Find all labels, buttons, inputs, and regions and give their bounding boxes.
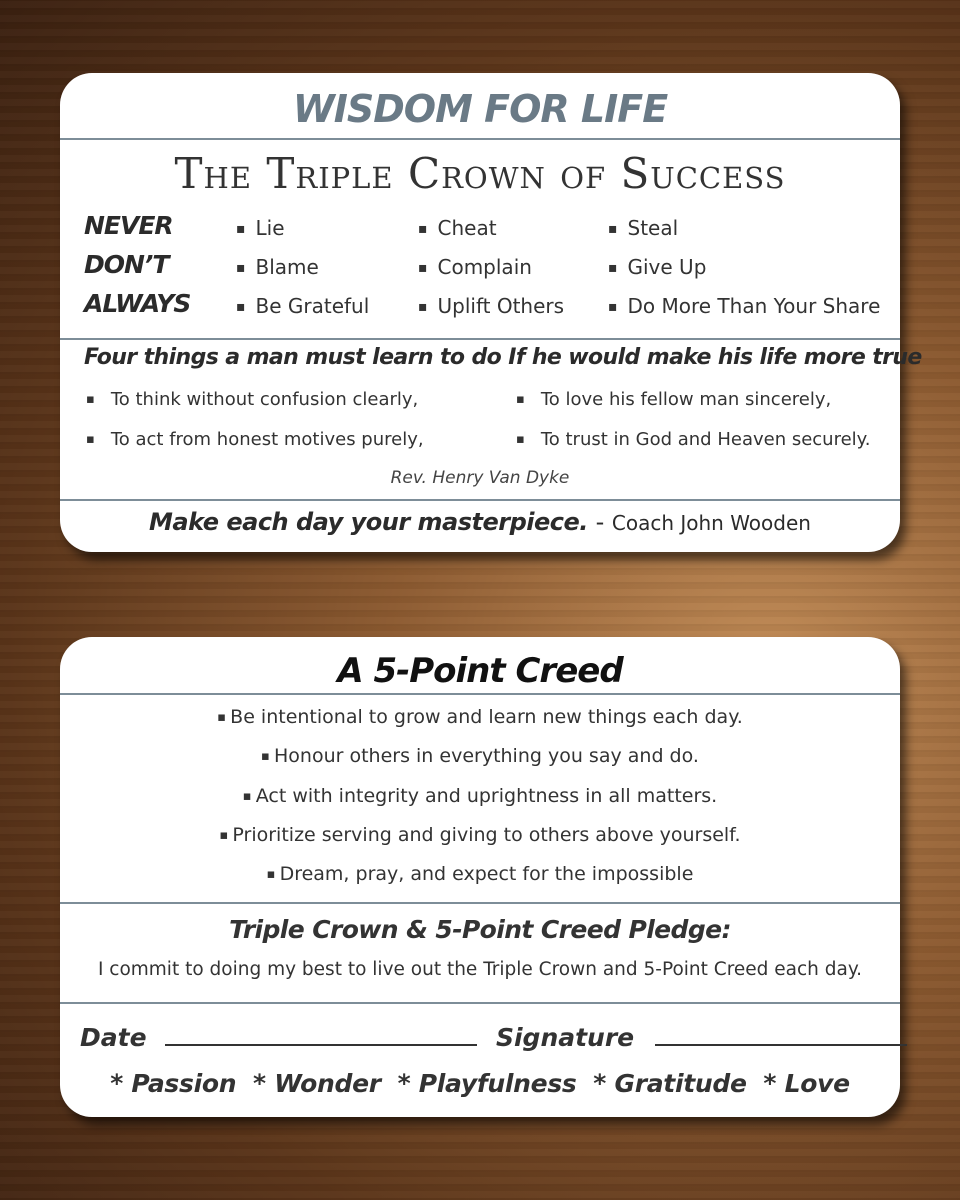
date-field[interactable] [165,1020,477,1046]
pledge-text: I commit to doing my best to live out the Triple Crown and 5-Point Creed each day. [97,959,863,980]
creed-card [60,637,900,1117]
list-item: ▪ Complain [418,255,532,279]
creed-item: ▪ Honour others in everything you say and do. [60,745,900,767]
list-item: ▪ Give Up [608,255,706,279]
poem-line: ▪ To trust in God and Heaven securely. [516,429,870,450]
poem-line: ▪ To act from honest motives purely, [86,429,424,450]
divider [60,1002,900,1004]
date-label: Date [80,1023,147,1052]
divider [60,499,900,501]
card-title: A 5-Point Creed [337,651,623,691]
list-item: ▪ Lie [236,216,285,240]
creed-item: ▪ Be intentional to grow and learn new things each day. [60,706,900,728]
creed-item: ▪ Prioritize serving and giving to others above yourself. [60,824,900,846]
row-label-never: NEVER [84,211,173,240]
divider [60,693,900,695]
pledge-title: Triple Crown & 5-Point Creed Pledge: [229,915,731,944]
signature-field[interactable] [655,1020,907,1046]
signature-line [80,1020,907,1052]
signature-label: Signature [495,1023,635,1052]
poem-heading: Four things a man must learn to do If he would make his life more true [84,345,922,370]
creed-item: ▪ Dream, pray, and expect for the impossible [60,863,900,885]
divider [60,902,900,904]
list-item: ▪ Cheat [418,216,497,240]
quote-author: Coach John Wooden [611,511,811,535]
list-item: ▪ Steal [608,216,678,240]
card-title: The Triple Crown of Success [174,149,786,198]
triple-crown-card [60,73,922,552]
poem-line: ▪ To love his fellow man sincerely, [516,389,831,410]
divider [60,138,900,140]
list-item: ▪ Blame [236,255,319,279]
row-label-dont: DON’T [84,250,169,279]
list-item: ▪ Be Grateful [236,294,369,318]
list-item: ▪ Do More Than Your Share [608,294,880,318]
creed-item: ▪ Act with integrity and uprightness in all matters. [60,785,900,807]
poem-author: Rev. Henry Van Dyke [390,468,570,488]
quote [60,508,900,536]
poem-line: ▪ To think without confusion clearly, [86,389,418,410]
card-heading: WISDOM FOR LIFE [292,87,668,131]
row-label-always: ALWAYS [84,289,191,318]
quote-text: Make each day your masterpiece. [149,508,588,536]
quote-dash: - [595,508,605,536]
values-list: * Passion * Wonder * Playfulness * Gratitude * Love [110,1069,850,1098]
list-item: ▪ Uplift Others [418,294,564,318]
divider [60,338,900,340]
